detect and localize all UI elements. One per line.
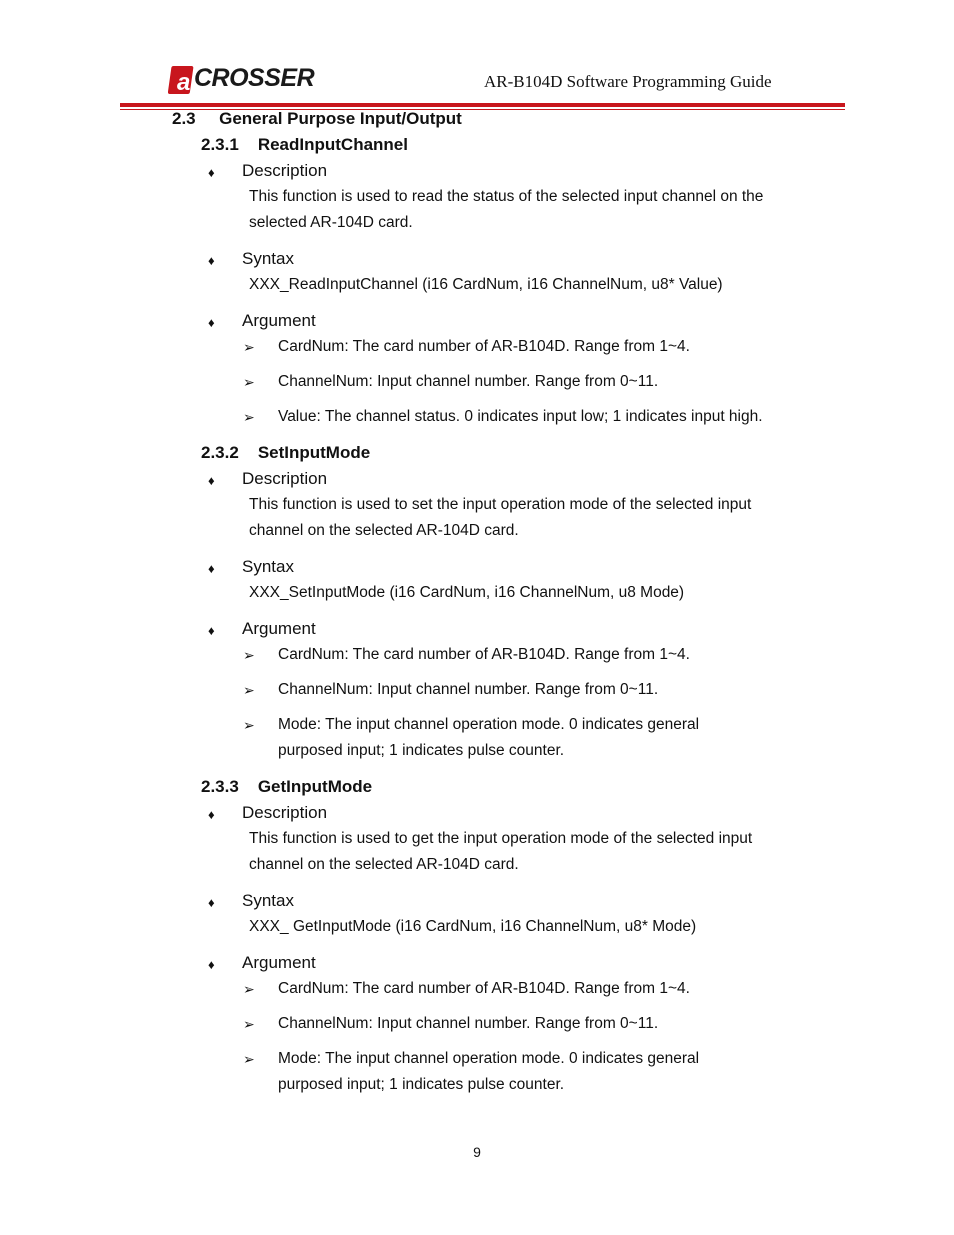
- syntax-label: Syntax: [242, 891, 294, 910]
- arrow-bullet-icon: ➢: [243, 717, 255, 733]
- arrow-bullet-icon: ➢: [243, 981, 255, 997]
- arrow-bullet-icon: ➢: [243, 682, 255, 698]
- subsection-number: 2.3.1: [201, 135, 239, 154]
- bullet-diamond-icon: ♦: [208, 957, 215, 972]
- description-label: Description: [242, 803, 328, 822]
- argument-label: Argument: [242, 619, 316, 638]
- argument-label: Argument: [242, 953, 316, 972]
- subsection-title: ReadInputChannel: [257, 135, 408, 154]
- description-line: This function is used to set the input operation mode of the selected input: [249, 496, 752, 513]
- arrow-bullet-icon: ➢: [243, 409, 255, 425]
- bullet-diamond-icon: ♦: [208, 253, 215, 268]
- subsection-number: 2.3.3: [201, 777, 239, 796]
- header-rule-thick: [120, 103, 845, 107]
- document-title: AR-B104D Software Programming Guide: [484, 72, 772, 91]
- section-heading: [172, 109, 462, 129]
- subsection-heading: [201, 135, 408, 155]
- syntax-signature: XXX_SetInputMode (i16 CardNum, i16 ChannelNum, u8 Mode): [249, 584, 685, 601]
- description-line: channel on the selected AR-104D card.: [249, 856, 519, 873]
- section-title: General Purpose Input/Output: [219, 109, 462, 128]
- argument-text: purposed input; 1 indicates pulse counter.: [278, 1076, 565, 1093]
- subsection-number: 2.3.2: [201, 443, 239, 462]
- description-label: Description: [242, 161, 328, 180]
- argument-text: ChannelNum: Input channel number. Range from 0~11.: [278, 373, 659, 390]
- syntax-label: Syntax: [242, 249, 294, 268]
- subsection-title: SetInputMode: [257, 443, 371, 462]
- bullet-diamond-icon: ♦: [208, 895, 215, 910]
- bullet-diamond-icon: ♦: [208, 561, 215, 576]
- argument-text: purposed input; 1 indicates pulse counter.: [278, 742, 565, 759]
- subsection-heading: [201, 777, 372, 797]
- argument-text: CardNum: The card number of AR-B104D. Range from 1~4.: [278, 338, 690, 355]
- page-header: [0, 0, 954, 110]
- bullet-diamond-icon: ♦: [208, 165, 215, 180]
- arrow-bullet-icon: ➢: [243, 647, 255, 663]
- arrow-bullet-icon: ➢: [243, 374, 255, 390]
- section-number: 2.3: [172, 109, 196, 128]
- page-number: 9: [473, 1144, 481, 1160]
- description-line: This function is used to get the input operation mode of the selected input: [249, 830, 753, 847]
- description-line: channel on the selected AR-104D card.: [249, 522, 519, 539]
- syntax-signature: XXX_ GetInputMode (i16 CardNum, i16 ChannelNum, u8* Mode): [249, 918, 697, 935]
- argument-text: ChannelNum: Input channel number. Range from 0~11.: [278, 681, 659, 698]
- description-label: Description: [242, 469, 328, 488]
- description-line: This function is used to read the status of the selected input channel on the: [249, 188, 764, 205]
- acrosser-logo: [168, 63, 328, 97]
- description-line: selected AR-104D card.: [249, 214, 413, 231]
- argument-label: Argument: [242, 311, 316, 330]
- subsection-heading: [201, 443, 370, 463]
- argument-text: Mode: The input channel operation mode. 0 indicates general: [278, 1050, 700, 1067]
- bullet-diamond-icon: ♦: [208, 807, 215, 822]
- argument-text: CardNum: The card number of AR-B104D. Range from 1~4.: [278, 980, 690, 997]
- bullet-diamond-icon: ♦: [208, 315, 215, 330]
- logo-wordmark: CROSSER: [194, 64, 315, 92]
- argument-text: CardNum: The card number of AR-B104D. Range from 1~4.: [278, 646, 690, 663]
- arrow-bullet-icon: ➢: [243, 1016, 255, 1032]
- bullet-diamond-icon: ♦: [208, 473, 215, 488]
- subsection-title: GetInputMode: [257, 777, 373, 796]
- argument-text: Value: The channel status. 0 indicates input low; 1 indicates input high.: [278, 408, 763, 425]
- syntax-signature: XXX_ReadInputChannel (i16 CardNum, i16 ChannelNum, u8* Value): [249, 276, 723, 293]
- bullet-diamond-icon: ♦: [208, 623, 215, 638]
- arrow-bullet-icon: ➢: [243, 1051, 255, 1067]
- svg-text:a: a: [177, 69, 191, 96]
- argument-text: ChannelNum: Input channel number. Range from 0~11.: [278, 1015, 659, 1032]
- argument-text: Mode: The input channel operation mode. 0 indicates general: [278, 716, 700, 733]
- arrow-bullet-icon: ➢: [243, 339, 255, 355]
- syntax-label: Syntax: [242, 557, 294, 576]
